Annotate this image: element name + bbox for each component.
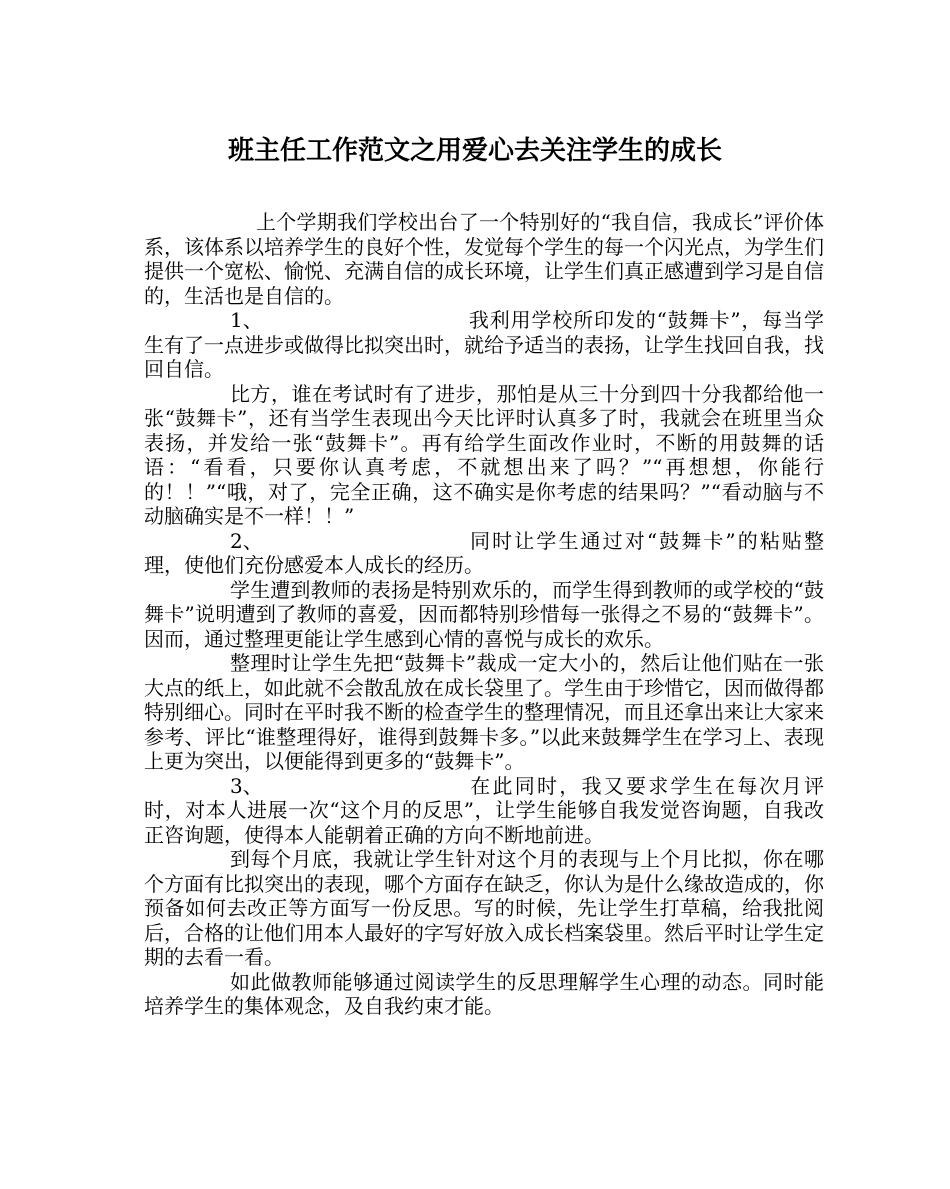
paragraph-text: 比方，谁在考试时有了进步，那怕是从三十分到四十分我都给他一张“鼓舞卡”，还有当学生表现出今天比评时认真多了时，我就会在班里当众表扬，并发给一张“鼓舞卡”。再有给学生面改作业时，不断的用鼓舞的话语：“看看，只要你认真考虑，不就想出来了吗？”“再想想，你能行的！！”“哦，对了，完全正确，这不确实是你考虑的结果吗？”“看动脑与不动脑确实是不一样！！” [144,381,824,528]
item-number: 3、 [230,773,263,798]
paragraph-text: 如此做教师能够通过阅读学生的反思理解学生心理的动态。同时能培养学生的集体观念，及自我约束才能。 [144,969,824,1018]
item-number: 2、 [230,528,263,553]
item-number: 1、 [230,308,263,332]
page-title: 班主任工作范文之用爱心去关注学生的成长 [227,136,722,166]
paragraph-praise [144,578,824,652]
paragraph-text: 在此同时，我又要求学生在每次月评时，对本人进展一次“这个月的反思”，让学生能够自我发觉咨询题，自我改正咨询题，使得本人能朝着正确的方向不断地前进。 [144,773,824,847]
paragraph-organize [144,651,824,774]
document-body [144,210,824,1019]
paragraph-reflection [144,847,824,970]
paragraph-text: 到每个月底，我就让学生针对这个月的表现与上个月比拟，你在哪个方面有比拟突出的表现，哪个方面存在缺乏，你认为是什么缘故造成的，你预备如何去改正等方面写一份反思。写的时候，先让学生打草稿，给我批阅后，合格的让他们用本人最好的字写好放入成长档案袋里。然后平时让学生定期的去看一看。 [144,847,824,969]
paragraph-intro [144,210,824,308]
paragraph-text: 上个学期我们学校出台了一个特别好的“我自信，我成长”评价体系，该体系以培养学生的良好个性，发觉每个学生的每一个闪光点，为学生们提供一个宽松、愉悦、充满自信的成长环境，让学生们真正感遭到学习是自信的，生活也是自信的。 [144,210,824,308]
paragraph-text: 学生遭到教师的表扬是特别欢乐的，而学生得到教师的或学校的“鼓舞卡”说明遭到了教师的喜爱，因而都特别珍惜每一张得之不易的“鼓舞卡”。因而，通过整理更能让学生感到心情的喜悦与成长的欢乐。 [144,577,824,651]
numbered-paragraph-3 [144,774,824,848]
numbered-paragraph-1 [144,308,824,382]
paragraph-text: 同时让学生通过对“鼓舞卡”的粘贴整理，使他们充份感爱本人成长的经历。 [144,528,824,577]
numbered-paragraph-2 [144,529,824,578]
paragraph-conclusion [144,970,824,1019]
paragraph-text: 我利用学校所印发的“鼓舞卡”，每当学生有了一点进步或做得比拟突出时，就给予适当的表扬，让学生找回自我，找回自信。 [144,308,824,381]
paragraph-example [144,382,824,529]
paragraph-text: 整理时让学生先把“鼓舞卡”裁成一定大小的，然后让他们贴在一张大点的纸上，如此就不会散乱放在成长袋里了。学生由于珍惜它，因而做得都特别细心。同时在平时我不断的检查学生的整理情况，而且还拿出来让大家来参考、评比“谁整理得好，谁得到鼓舞卡多。”以此来鼓舞学生在学习上、表现上更为突出，以便能得到更多的“鼓舞卡”。 [144,651,824,773]
